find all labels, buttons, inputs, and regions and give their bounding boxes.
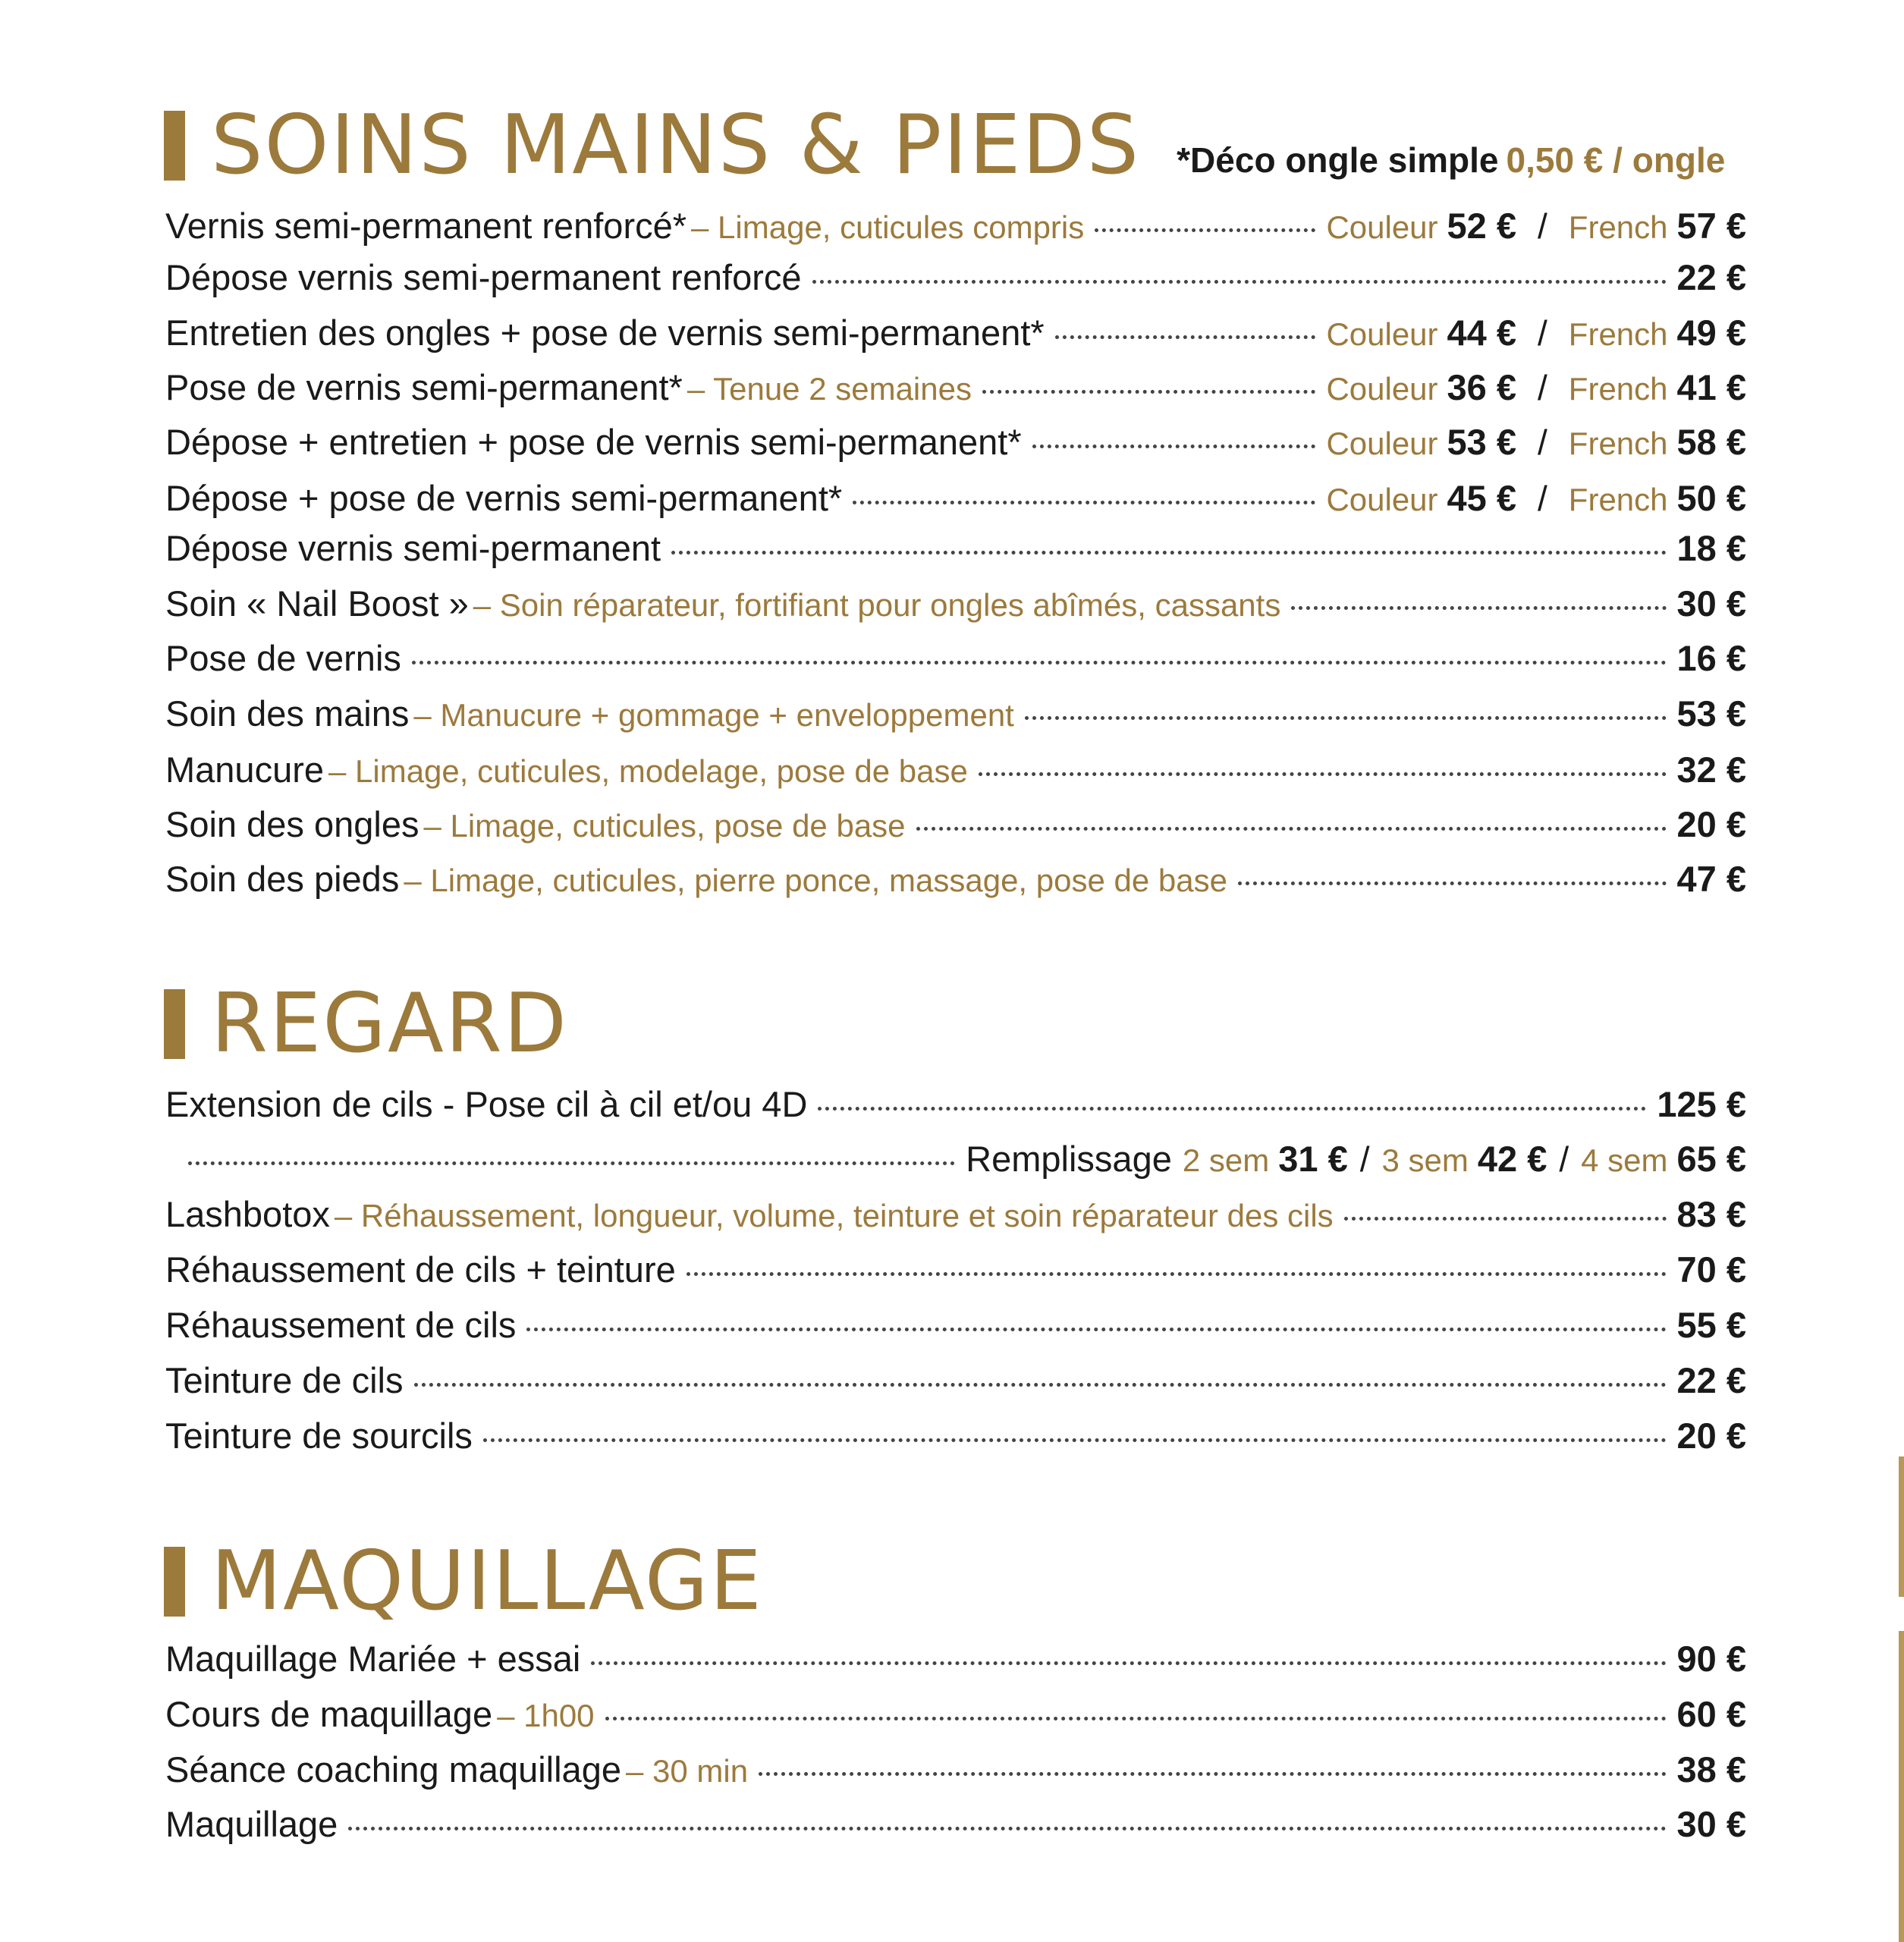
price-separator: / [1359,1139,1370,1179]
price-label-couleur: Couleur [1326,482,1438,517]
service-name: Réhaussement de cils [165,1305,517,1345]
service-name: Extension de cils - Pose cil à cil et/ou 4D [165,1084,808,1124]
deco-note-label: *Déco ongle simple [1177,140,1499,180]
service-price: 70 € [1676,1249,1746,1290]
service-price: 60 € [1676,1694,1746,1734]
service-description: – Limage, cuticules compris [691,209,1085,245]
price-french: 41 € [1676,367,1746,407]
service-name: Dépose + entretien + pose de vernis semi-permanent* [165,422,1022,462]
section-header-regard [164,976,569,1071]
service-name: Soin « Nail Boost » [165,583,469,624]
service-row [165,366,1746,413]
section-header-soins [164,98,1726,193]
dot-leader [526,1328,1666,1331]
service-name: Dépose + pose de vernis semi-permanent* [165,478,843,518]
refill-label: Remplissage [966,1139,1172,1179]
dot-leader [853,501,1315,504]
service-name: Maquillage Mariée + essai [165,1639,581,1679]
price-label-couleur: Couleur [1326,316,1438,352]
service-name: Pose de vernis semi-permanent* [165,367,683,407]
refill-option-label: 4 sem [1581,1142,1668,1178]
service-price: 38 € [1676,1749,1746,1790]
dot-leader [812,280,1667,284]
dot-leader [605,1717,1667,1720]
service-description: – 1h00 [497,1698,595,1733]
dot-leader [348,1827,1666,1830]
edge-accent-strip [1899,1631,1904,1942]
section-marker [164,111,185,181]
price-options [1326,205,1746,247]
price-label-french: French [1568,209,1668,245]
service-price: 83 € [1676,1194,1746,1234]
service-name: Manucure [165,749,324,790]
service-price: 30 € [1676,1804,1746,1844]
service-price: 32 € [1676,749,1746,790]
dot-leader [591,1661,1666,1665]
price-separator: / [1538,313,1547,353]
service-name: Réhaussement de cils + teinture [165,1249,676,1290]
service-row [165,1638,1746,1685]
service-row [165,1803,1746,1850]
dot-leader [818,1107,1646,1111]
dot-leader [759,1772,1666,1776]
price-separator: / [1538,479,1547,518]
service-name: Soin des ongles [165,804,419,844]
service-price: 53 € [1676,693,1746,734]
price-separator: / [1559,1139,1569,1179]
dot-leader [979,772,1667,776]
refill-option-price: 42 € [1477,1139,1547,1179]
price-options [1326,421,1746,463]
service-row [165,205,1746,252]
section-marker [164,989,185,1059]
refill-options [966,1138,1746,1180]
refill-option-price: 31 € [1278,1139,1348,1179]
price-options [1326,366,1746,408]
deco-note [1177,140,1725,181]
section-marker [164,1547,185,1617]
service-description: – Limage, cuticules, pierre ponce, massage, pose de base [404,863,1227,898]
dot-leader [1095,228,1315,232]
service-description: – Soin réparateur, fortifiant pour ongles abîmés, cassants [473,587,1281,623]
service-row [165,256,1746,303]
price-separator: / [1538,206,1547,246]
service-row [165,693,1746,740]
service-price: 55 € [1676,1305,1746,1345]
refill-row [165,1138,1746,1185]
price-options [1326,477,1746,519]
service-price: 16 € [1676,638,1746,678]
service-row [165,1749,1746,1796]
price-french: 50 € [1676,478,1746,518]
service-row [165,1249,1746,1296]
service-row [165,1359,1746,1406]
price-label-french: French [1568,426,1668,461]
dot-leader [982,390,1315,394]
price-couleur: 44 € [1447,313,1517,353]
price-options [1326,312,1746,354]
service-description: – Limage, cuticules, modelage, pose de base [328,753,968,789]
service-description: – Tenue 2 semaines [687,371,972,407]
service-description: – 30 min [625,1753,749,1789]
dot-leader [1025,716,1667,720]
service-name: Soin des mains [165,693,410,734]
price-separator: / [1538,423,1547,462]
dot-leader [671,551,1666,555]
dot-leader [1032,445,1316,448]
service-price: 30 € [1676,583,1746,624]
dot-leader [916,827,1667,831]
service-price: 18 € [1676,528,1746,568]
service-name: Cours de maquillage [165,1694,493,1734]
service-price: 47 € [1676,859,1746,899]
service-name: Pose de vernis [165,638,401,678]
price-label-couleur: Couleur [1326,426,1438,461]
price-couleur: 53 € [1447,422,1517,462]
service-name: Vernis semi-permanent renforcé* [165,206,687,246]
service-name: Teinture de sourcils [165,1416,473,1456]
service-row [165,1193,1746,1240]
dot-leader [188,1161,955,1165]
service-price: 22 € [1676,257,1746,297]
service-description: – Réhaussement, longueur, volume, teinture et soin réparateur des cils [334,1198,1334,1233]
service-name: Séance coaching maquillage [165,1749,621,1790]
service-name: Dépose vernis semi-permanent renforcé [165,257,802,297]
service-row [165,1693,1746,1740]
refill-option-label: 2 sem [1182,1142,1270,1178]
service-row [165,312,1746,359]
service-name: Soin des pieds [165,859,400,899]
service-price: 20 € [1676,804,1746,844]
service-row [165,477,1746,524]
service-row [165,749,1746,796]
service-row [165,1083,1746,1130]
service-price: 22 € [1676,1360,1746,1400]
service-row [165,527,1746,574]
dot-leader [412,661,1667,665]
service-description: – Manucure + gommage + enveloppement [413,697,1014,733]
dot-leader [1238,881,1667,885]
price-label-french: French [1568,482,1668,517]
service-row [165,421,1746,468]
dot-leader [687,1272,1667,1276]
price-separator: / [1538,368,1547,407]
price-couleur: 36 € [1447,367,1517,407]
deco-note-price: 0,50 € / ongle [1506,140,1726,180]
price-french: 49 € [1676,313,1746,353]
refill-option-label: 3 sem [1381,1142,1469,1178]
section-header-maquillage [164,1534,763,1629]
service-name: Dépose vernis semi-permanent [165,528,661,568]
price-label-couleur: Couleur [1326,209,1438,245]
service-row [165,858,1746,905]
refill-option-price: 65 € [1676,1139,1746,1179]
service-name: Maquillage [165,1804,338,1844]
section-title-maquillage: MAQUILLAGE [211,1534,763,1629]
service-row [165,803,1746,850]
service-name: Teinture de cils [165,1360,404,1400]
dot-leader [1055,335,1316,339]
dot-leader [1344,1217,1667,1221]
price-label-french: French [1568,371,1668,407]
price-couleur: 52 € [1447,206,1517,246]
dot-leader [414,1383,1667,1387]
dot-leader [1291,606,1666,610]
service-name: Entretien des ongles + pose de vernis semi-permanent* [165,313,1045,353]
service-description: – Limage, cuticules, pose de base [423,808,906,844]
service-name: Lashbotox [165,1194,330,1234]
price-couleur: 45 € [1447,478,1517,518]
price-label-french: French [1568,316,1668,352]
service-price: 125 € [1657,1084,1746,1124]
section-title-soins: SOINS MAINS & PIEDS [211,98,1141,193]
service-price: 20 € [1676,1416,1746,1456]
price-label-couleur: Couleur [1326,371,1438,407]
service-row [165,637,1746,684]
edge-accent-strip [1899,1456,1904,1597]
service-row [165,1304,1746,1351]
service-price: 90 € [1676,1639,1746,1679]
price-french: 57 € [1676,206,1746,246]
service-row [165,1415,1746,1462]
dot-leader [483,1438,1667,1442]
section-title-regard: REGARD [211,976,569,1071]
service-row [165,583,1746,630]
price-french: 58 € [1676,422,1746,462]
